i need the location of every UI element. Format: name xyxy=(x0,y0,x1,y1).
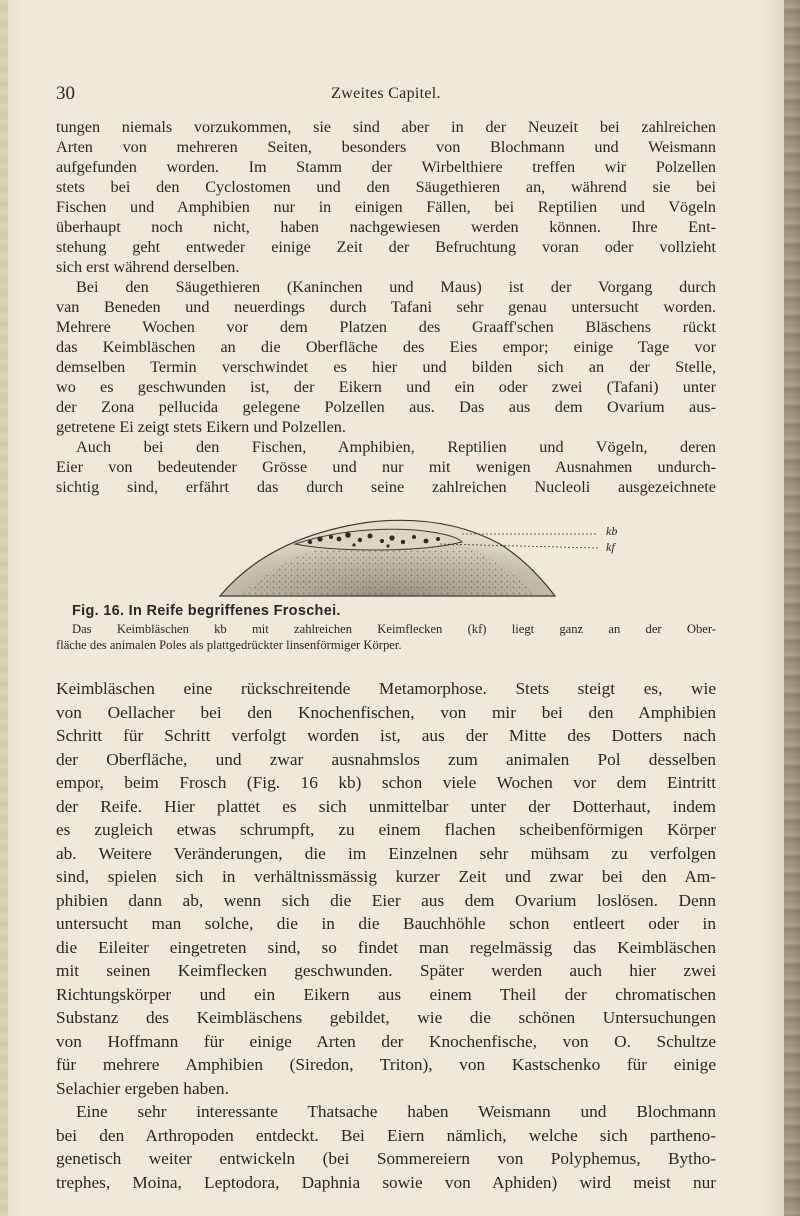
text-line: für mehrere Amphibien (Siredon, Triton), von Kastschenko für einige xyxy=(56,1055,716,1074)
label-kb: kb xyxy=(606,524,618,538)
upper-text-block xyxy=(56,117,716,497)
page-header xyxy=(56,83,716,111)
text-line: phibien dann ab, wenn sich die Eier aus dem Ovarium loslösen. Denn xyxy=(56,890,716,910)
text-line: genetisch weiter entwickeln (bei Sommereiern von Polyphemus, Bytho- xyxy=(56,1149,716,1168)
text-line: wo es geschwunden ist, der Eikern und ein oder zwei (Tafani) unter xyxy=(56,378,716,396)
text-line: sichtig sind, erfährt das durch seine zahlreichen Nucleoli ausgezeichnete xyxy=(56,478,716,496)
text-line: ab. Weitere Veränderungen, die im Einzelnen sehr mühsam zu verfolgen xyxy=(56,843,716,863)
page-number: 30 xyxy=(56,83,75,104)
text-line: von Oellacher bei den Knochenfischen, von mir bei den Amphibien xyxy=(56,702,716,722)
text-line: sich erst während derselben. xyxy=(56,258,240,276)
text-line: bei den Arthropoden entdeckt. Bei Eiern nämlich, welche sich partheno- xyxy=(56,1125,716,1145)
text-line: empor, beim Frosch (Fig. 16 kb) schon viele Wochen vor dem Eintritt xyxy=(56,773,716,792)
text-line: die Eileiter eingetreten sind, so findet man regelmässig das Keimbläschen xyxy=(56,937,716,957)
text-line: Auch bei den Fischen, Amphibien, Reptilien und Vögeln, deren xyxy=(76,438,716,456)
figure-description-line: Das Keimbläschen kb mit zahlreichen Keimflecken (kf) liegt ganz an der Ober- xyxy=(72,622,716,636)
text-line: der Oberfläche, und zwar ausnahmslos zum animalen Pol desselben xyxy=(56,749,716,769)
text-line: mit seinen Keimflecken geschwunden. Später werden auch hier zwei xyxy=(56,961,716,980)
text-line: trephes, Moina, Leptodora, Daphnia sowie von Aphiden) wird meist nur xyxy=(56,1172,716,1192)
text-line: Keimbläschen eine rückschreitende Metamorphose. Stets steigt es, wie xyxy=(56,679,716,698)
text-line: Arten von mehreren Seiten, besonders von Blochmann und Weismann xyxy=(56,138,716,156)
text-line: untersucht man solche, die in die Bauchhöhle schon entleert oder in xyxy=(56,914,716,933)
text-line: Eier von bedeutender Grösse und nur mit wenigen Ausnahmen undurch- xyxy=(56,458,716,476)
figure-description-line: fläche des animalen Poles als plattgedrückter linsenförmiger Körper. xyxy=(56,638,402,652)
text-line: Eine sehr interessante Thatsache haben Weismann und Blochmann xyxy=(76,1102,716,1121)
text-line: van Beneden und neuerdings durch Tafani sehr genau untersucht worden. xyxy=(56,298,716,316)
text-line: aufgefunden worden. Im Stamm der Wirbelthiere treffen wir Polzellen xyxy=(56,158,716,176)
text-line: der Zona pellucida gelegene Polzellen aus. Das aus dem Ovarium aus- xyxy=(56,398,716,416)
text-line: demselben Termin verschwindet es hier und bilden sich an der Stelle, xyxy=(56,358,716,376)
text-line: tungen niemals vorzukommen, sie sind aber in der Neuzeit bei zahlreichen xyxy=(56,118,716,136)
text-line: der Reife. Hier plattet es sich unmittelbar unter der Dotterhaut, indem xyxy=(56,796,716,816)
lower-text-block xyxy=(56,677,716,1194)
text-line: Bei den Säugethieren (Kaninchen und Maus) ist der Vorgang durch xyxy=(76,278,716,296)
text-line: Schritt für Schritt verfolgt worden ist, aus der Mitte des Dotters nach xyxy=(56,726,716,745)
text-line: Selachier ergeben haben. xyxy=(56,1078,229,1098)
figure-caption xyxy=(56,602,716,653)
text-line: stets bei den Cyclostomen und den Säugethieren an, während sie bei xyxy=(56,178,716,196)
text-line: überhaupt noch nicht, haben nachgewiesen werden können. Ihre Ent- xyxy=(56,218,716,236)
running-title: Zweites Capitel. xyxy=(331,85,441,102)
text-line: das Keimbläschen an die Oberfläche des Eies empor; einige Tage vor xyxy=(56,338,716,356)
text-line: getretene Ei zeigt stets Eikern und Polzellen. xyxy=(56,418,346,436)
text-line: stehung geht entweder einige Zeit der Befruchtung voran oder vollzieht xyxy=(56,238,716,256)
text-line: Fischen und Amphibien nur in einigen Fällen, bei Reptilien und Vögeln xyxy=(56,198,716,216)
text-line: sind, spielen sich in verhältnissmässig kurzer Zeit und zwar bei den Am- xyxy=(56,867,716,886)
text-line: Richtungskörper und ein Eikern aus einem Theil der chromatischen xyxy=(56,984,716,1004)
page-left-edge xyxy=(0,0,8,1216)
text-line: Mehrere Wochen vor dem Platzen des Graaff'schen Bläschens rückt xyxy=(56,318,716,336)
page-right-edge xyxy=(784,0,800,1216)
text-line: von Hoffmann für einige Arten der Knochenfische, von O. Schultze xyxy=(56,1031,716,1051)
figure-title: Fig. 16. In Reife begriffenes Froschei. xyxy=(72,603,341,619)
text-line: Substanz des Keimbläschens gebildet, wie die schönen Untersuchungen xyxy=(56,1008,716,1027)
label-kf: kf xyxy=(606,540,615,554)
figure-16-illustration xyxy=(200,508,680,598)
text-line: es zugleich etwas schrumpft, zu einem flachen scheibenförmigen Körper xyxy=(56,820,716,839)
